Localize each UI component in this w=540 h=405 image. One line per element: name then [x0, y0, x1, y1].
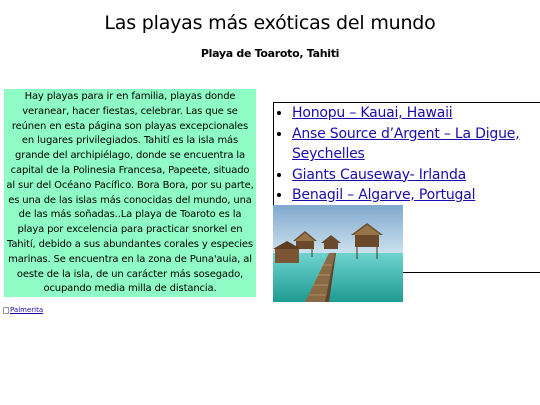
overwater-bungalows-image	[273, 205, 403, 302]
description-box: Hay playas para ir en familia, playas donde veranear, hacer fiestas, celebrar. Las que se reúnen en esta página son playas excepcionales en lugares privilegiados. Tahití es la isla más grande del archipiélago, donde se encuentra la capital de la Polinesia Francesa, Papeete, situado al sur del Océano Pacífico. Bora Bora, por su parte, es una de las islas más conocidas del mundo, una de las más soñadas..La playa de Toaroto es la playa por excelencia para practicar snorkel en Tahití, debido a sus abundantes corales y especies marinas. Se encuentra en la zona de Puna'auia, al oeste de la isla, de un carácter más sosegado, ocupando media milla de distancia.	[4, 89, 256, 297]
broken-image-icon	[3, 307, 9, 314]
list-item	[292, 185, 540, 206]
link-giants-causeway[interactable]: Giants Causeway- Irlanda	[292, 166, 467, 183]
link-benagil[interactable]: Benagil – Algarve, Portugal	[292, 187, 476, 203]
beach-photo	[273, 205, 403, 302]
beach-links-list	[274, 103, 540, 206]
list-item	[292, 165, 540, 186]
link-anse-source[interactable]: Anse Source d’Argent – La Digue, Seychelles	[292, 125, 520, 162]
list-item	[292, 103, 540, 124]
page-subtitle: Playa de Toaroto, Tahiti	[200, 47, 340, 60]
page-title: Las playas más exóticas del mundo	[104, 12, 436, 34]
list-item	[292, 124, 540, 165]
image-alt-text: Palmerita	[10, 306, 44, 314]
link-honopu[interactable]: Honopu – Kauai, Hawaii	[292, 105, 453, 121]
broken-image-palmerita[interactable]	[3, 306, 43, 314]
